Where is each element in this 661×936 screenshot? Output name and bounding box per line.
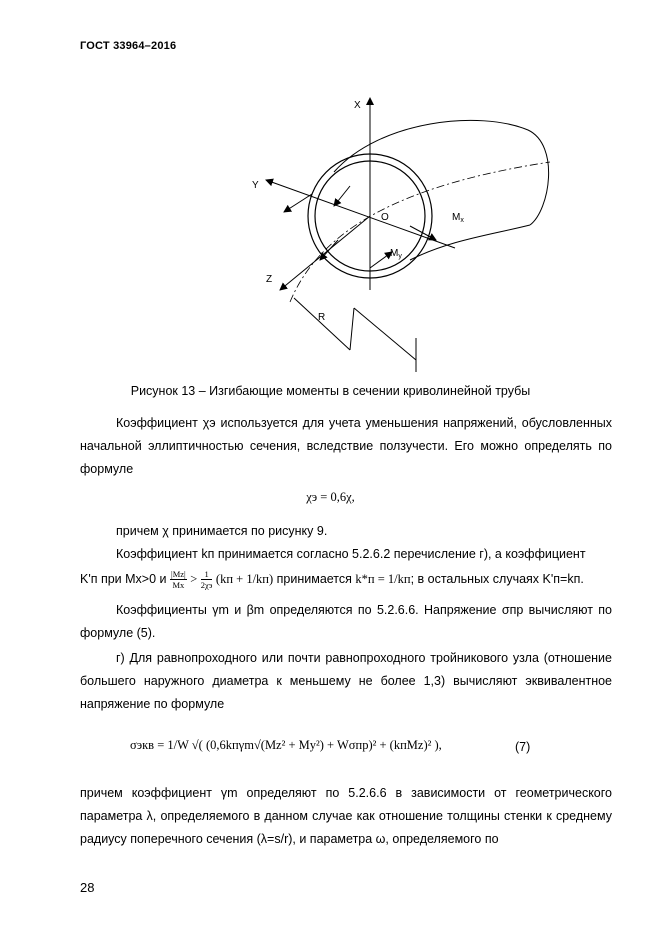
radius-line-a	[294, 298, 350, 350]
document-header: ГОСТ 33964–2016	[80, 40, 177, 52]
p3-frac2-num: 1	[201, 569, 213, 580]
paragraph-3-line-2	[80, 568, 612, 591]
page-number: 28	[80, 880, 95, 895]
formula-equivalent-stress: σэкв = 1/W √( (0,6kпγm√(Mz² + My²) + Wσпр)² + (kпMz)² ),	[130, 738, 442, 752]
label-my: $M_y$	[390, 248, 402, 260]
label-mx: $M_x$	[452, 212, 464, 224]
formula-chi: χэ = 0,6χ,	[306, 490, 355, 504]
pipe-outline-top	[334, 120, 549, 225]
p3-paren: (kп + 1/kп)	[215, 572, 274, 586]
p3-frac-den: Mx	[172, 580, 185, 591]
paragraph-5: г) Для равнопроходного или почти равнопроходного тройникового узла (отношение большего наружного диаметра к меньшему не более 1,3) вычисляют эквивалентное напряжение по формуле	[80, 651, 612, 711]
p3-kstar: k*п = 1/kп	[355, 572, 411, 586]
p3-text-b: принимается	[276, 572, 352, 586]
paragraph-4: Коэффициенты γm и βm определяются по 5.2.6.6. Напряжение σпр вычисляют по формуле (5).	[80, 603, 612, 640]
pipe-outline-bottom	[410, 225, 530, 260]
label-y: Y	[252, 180, 259, 191]
label-o: O	[381, 212, 389, 223]
p3-fraction-chi	[201, 569, 213, 590]
paragraph-6: причем коэффициент γm определяют по 5.2.6.6 в зависимости от геометрического параметра λ, определяемого в данном случае как отношение толщины стенки к среднему радиусу поперечного сечения (λ=s/r), и параметра ω, определяемого по	[80, 786, 612, 846]
paragraph-1: Коэффициент χэ используется для учета уменьшения напряжений, обусловленных начальной эллиптичностью сечения, вследствие ползучести. Его можно определять по формуле	[80, 416, 612, 476]
label-z: Z	[266, 274, 273, 285]
arrow-my	[370, 252, 392, 268]
z-axis	[280, 216, 370, 290]
equation-number: (7)	[515, 740, 531, 754]
arrow-x-small	[334, 186, 350, 206]
p3-fraction-moments	[170, 569, 187, 590]
pipe-bending-diagram	[230, 90, 570, 380]
label-x: X	[354, 100, 361, 111]
figure-caption: Рисунок 13 – Изгибающие моменты в сечении криволинейной трубы	[130, 384, 531, 398]
p3-gt: >	[190, 572, 198, 586]
radius-line-c	[354, 308, 416, 360]
p3-text-a: K'п при Mx>0 и	[80, 572, 167, 586]
p3-text-c: ; в остальных случаях K'п=kп.	[410, 572, 584, 586]
label-r: R	[318, 312, 326, 323]
p3-frac-num: |Mz|	[171, 569, 186, 580]
radius-line-b	[350, 308, 354, 350]
paragraph-3-line-1: Коэффициент kп принимается согласно 5.2.6.2 перечисление г), а коэффициент	[116, 547, 586, 561]
pipe-centerline	[290, 162, 550, 302]
p3-frac2-den: 2χэ	[200, 580, 213, 591]
paragraph-2: причем χ принимается по рисунку 9.	[116, 524, 328, 538]
